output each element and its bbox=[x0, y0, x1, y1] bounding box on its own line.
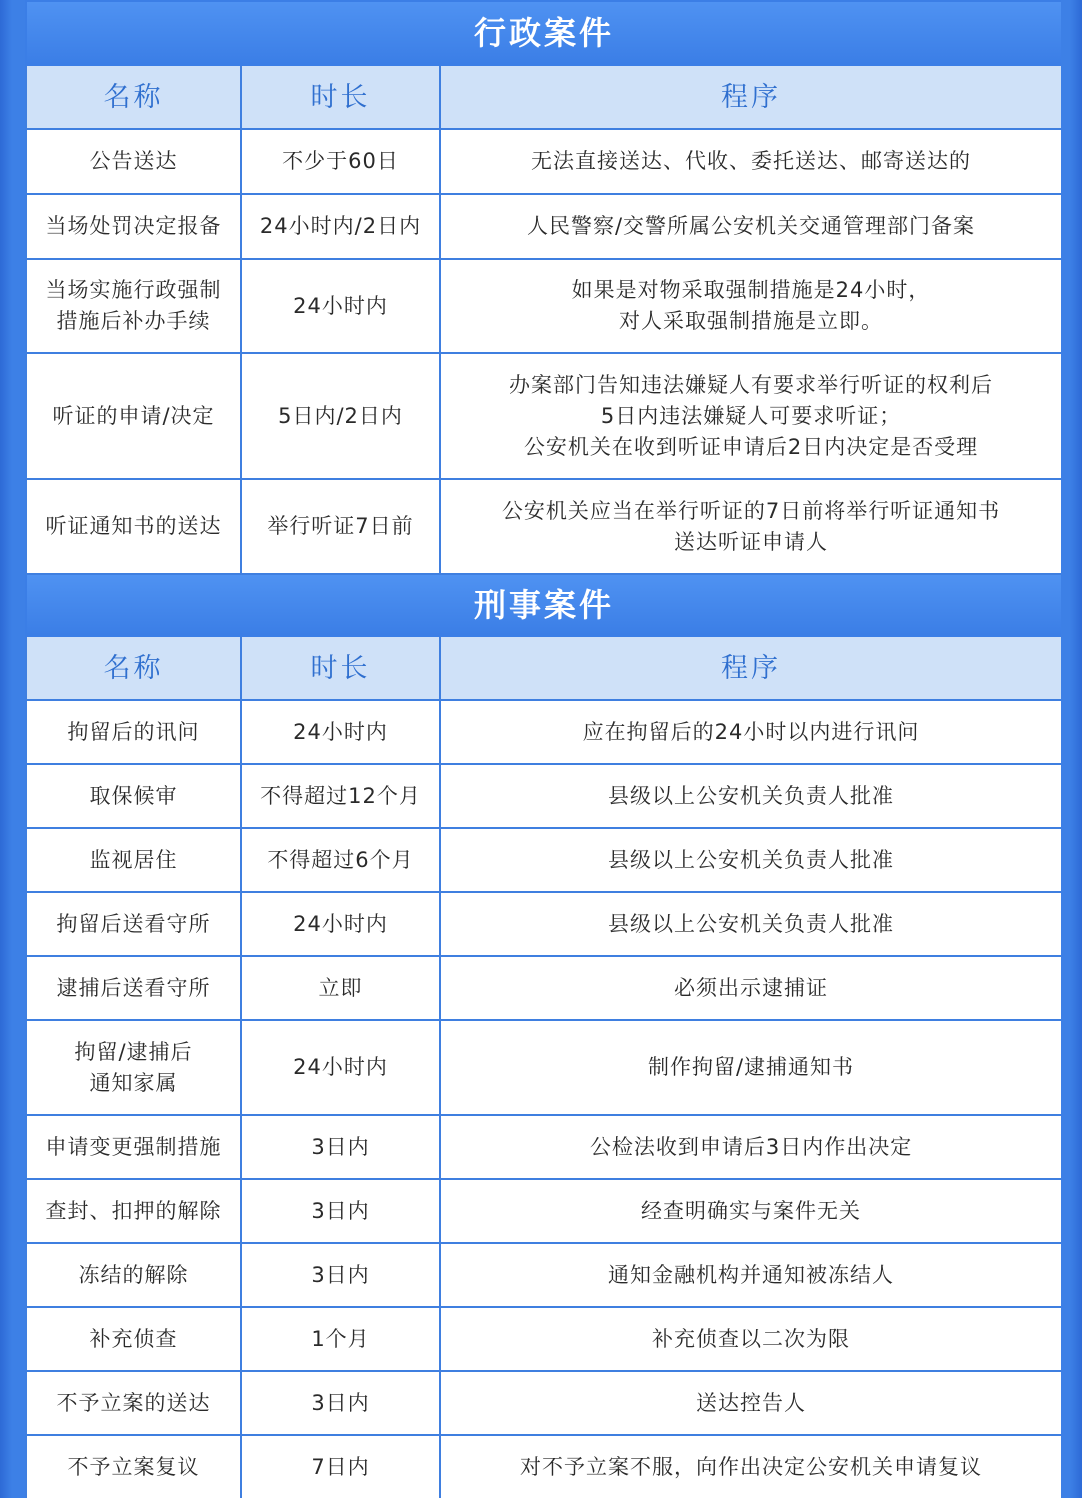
header-duration: 时长 bbox=[241, 65, 440, 129]
cell-duration: 24小时内 bbox=[241, 1020, 440, 1115]
table-row bbox=[26, 956, 1061, 1020]
cell-procedure: 通知金融机构并通知被冻结人 bbox=[440, 1243, 1061, 1307]
cell-duration: 24小时内 bbox=[241, 892, 440, 956]
cell-duration: 5日内/2日内 bbox=[241, 353, 440, 479]
cell-duration: 1个月 bbox=[241, 1307, 440, 1371]
table-row bbox=[26, 700, 1061, 764]
cell-name: 听证通知书的送达 bbox=[26, 479, 241, 574]
cell-duration: 3日内 bbox=[241, 1243, 440, 1307]
cell-name: 不予立案的送达 bbox=[26, 1371, 241, 1435]
cell-procedure: 公安机关应当在举行听证的7日前将举行听证通知书 送达听证申请人 bbox=[440, 479, 1061, 574]
cell-procedure: 办案部门告知违法嫌疑人有要求举行听证的权利后 5日内违法嫌疑人可要求听证； 公安机关在收到听证申请后2日内决定是否受理 bbox=[440, 353, 1061, 479]
cell-procedure: 公检法收到申请后3日内作出决定 bbox=[440, 1115, 1061, 1179]
table-row bbox=[26, 764, 1061, 828]
cell-duration: 24小时内/2日内 bbox=[241, 194, 440, 259]
table-row bbox=[26, 479, 1061, 574]
cell-duration: 不少于60日 bbox=[241, 129, 440, 194]
header-name: 名称 bbox=[26, 65, 241, 129]
section-title-row-criminal bbox=[26, 574, 1061, 636]
cell-name: 监视居住 bbox=[26, 828, 241, 892]
cell-name: 当场处罚决定报备 bbox=[26, 194, 241, 259]
cell-procedure: 对不予立案不服，向作出决定公安机关申请复议 bbox=[440, 1435, 1061, 1498]
cell-duration: 24小时内 bbox=[241, 700, 440, 764]
table-row bbox=[26, 1371, 1061, 1435]
cell-name: 不予立案复议 bbox=[26, 1435, 241, 1498]
cell-procedure: 如果是对物采取强制措施是24小时， 对人采取强制措施是立即。 bbox=[440, 259, 1061, 353]
cell-procedure: 经查明确实与案件无关 bbox=[440, 1179, 1061, 1243]
table-row bbox=[26, 892, 1061, 956]
header-procedure: 程序 bbox=[440, 636, 1061, 700]
cell-duration: 3日内 bbox=[241, 1371, 440, 1435]
cell-procedure: 县级以上公安机关负责人批准 bbox=[440, 764, 1061, 828]
deadline-sheet bbox=[25, 0, 1061, 1498]
cell-duration: 24小时内 bbox=[241, 259, 440, 353]
cell-procedure: 补充侦查以二次为限 bbox=[440, 1307, 1061, 1371]
cell-procedure: 人民警察/交警所属公安机关交通管理部门备案 bbox=[440, 194, 1061, 259]
cell-duration: 3日内 bbox=[241, 1179, 440, 1243]
cell-procedure: 制作拘留/逮捕通知书 bbox=[440, 1020, 1061, 1115]
table-row bbox=[26, 353, 1061, 479]
table-row bbox=[26, 828, 1061, 892]
table-row bbox=[26, 1020, 1061, 1115]
table-row bbox=[26, 1115, 1061, 1179]
table-row bbox=[26, 1179, 1061, 1243]
cell-name: 取保候审 bbox=[26, 764, 241, 828]
cell-duration: 立即 bbox=[241, 956, 440, 1020]
cell-procedure: 必须出示逮捕证 bbox=[440, 956, 1061, 1020]
table-row bbox=[26, 194, 1061, 259]
cell-name: 拘留/逮捕后 通知家属 bbox=[26, 1020, 241, 1115]
section-title-admin: 行政案件 bbox=[26, 1, 1061, 65]
cell-name: 拘留后的讯问 bbox=[26, 700, 241, 764]
cell-name: 公告送达 bbox=[26, 129, 241, 194]
table-row bbox=[26, 1307, 1061, 1371]
cell-duration: 不得超过6个月 bbox=[241, 828, 440, 892]
table-row bbox=[26, 129, 1061, 194]
cell-procedure: 送达控告人 bbox=[440, 1371, 1061, 1435]
header-row-admin bbox=[26, 65, 1061, 129]
table-row bbox=[26, 1435, 1061, 1498]
cell-duration: 7日内 bbox=[241, 1435, 440, 1498]
cell-procedure: 应在拘留后的24小时以内进行讯问 bbox=[440, 700, 1061, 764]
section-title-criminal: 刑事案件 bbox=[26, 574, 1061, 636]
cell-duration: 3日内 bbox=[241, 1115, 440, 1179]
cell-name: 逮捕后送看守所 bbox=[26, 956, 241, 1020]
cell-duration: 举行听证7日前 bbox=[241, 479, 440, 574]
cell-name: 当场实施行政强制 措施后补办手续 bbox=[26, 259, 241, 353]
cell-name: 听证的申请/决定 bbox=[26, 353, 241, 479]
table-row bbox=[26, 1243, 1061, 1307]
table-row bbox=[26, 259, 1061, 353]
cell-name: 冻结的解除 bbox=[26, 1243, 241, 1307]
cell-duration: 不得超过12个月 bbox=[241, 764, 440, 828]
cell-name: 补充侦查 bbox=[26, 1307, 241, 1371]
cell-name: 拘留后送看守所 bbox=[26, 892, 241, 956]
deadline-table bbox=[25, 0, 1061, 1498]
cell-name: 申请变更强制措施 bbox=[26, 1115, 241, 1179]
cell-name: 查封、扣押的解除 bbox=[26, 1179, 241, 1243]
cell-procedure: 县级以上公安机关负责人批准 bbox=[440, 828, 1061, 892]
cell-procedure: 县级以上公安机关负责人批准 bbox=[440, 892, 1061, 956]
header-duration: 时长 bbox=[241, 636, 440, 700]
header-name: 名称 bbox=[26, 636, 241, 700]
section-title-row-admin bbox=[26, 1, 1061, 65]
cell-procedure: 无法直接送达、代收、委托送达、邮寄送达的 bbox=[440, 129, 1061, 194]
header-row-criminal bbox=[26, 636, 1061, 700]
header-procedure: 程序 bbox=[440, 65, 1061, 129]
